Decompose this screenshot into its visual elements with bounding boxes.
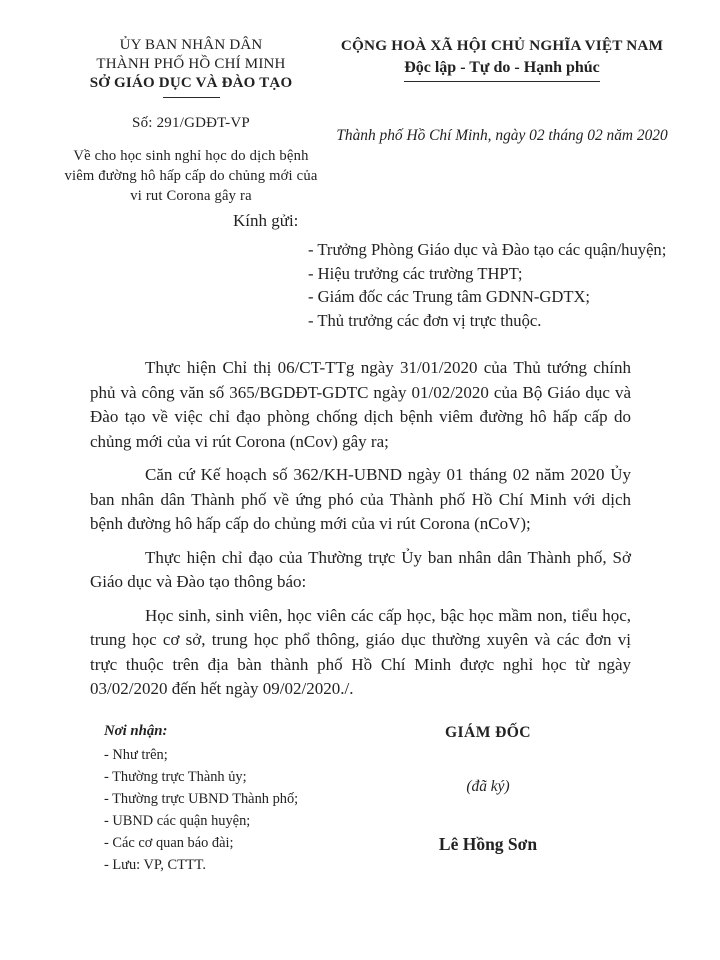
salutation-recipient: - Giám đốc các Trung tâm GDNN-GDTX; — [308, 287, 591, 306]
salutation-recipient: - Trưởng Phòng Giáo dục và Đào tạo các quận/huyện; — [308, 240, 667, 259]
document-subject: Về cho học sinh nghỉ học do dịch bệnh viêm đường hô hấp cấp do chủng mới của vi rut Corona gây ra — [64, 148, 318, 204]
body-paragraph-1: Thực hiện Chỉ thị 06/CT-TTg ngày 31/01/2020 của Thủ tướng chính phủ và công văn số 365/BGDĐT-GDTC ngày 01/02/2020 của Bộ Giáo dục và Đào tạo về việc chỉ đạo phòng chống dịch bệnh viêm đường hô hấp cấp do chủng mới của vi rút Corona (nCov) gây ra; — [90, 358, 631, 451]
salutation-recipient: - Hiệu trưởng các trường THPT; — [308, 263, 523, 283]
distribution-item: - Lưu: VP, CTTT. — [104, 857, 207, 873]
distribution-item: - Thường trực Thành ủy; — [104, 769, 247, 785]
salutation-recipient-list — [308, 238, 666, 332]
distribution-item: - Các cơ quan báo đài; — [104, 835, 234, 851]
national-motto: Độc lập - Tự do - Hạnh phúc — [404, 59, 600, 76]
signer-title: GIÁM ĐỐC — [445, 724, 531, 741]
signer-name: Lê Hồng Sơn — [438, 834, 538, 854]
org-parent-line1: ỦY BAN NHÂN DÂN — [119, 37, 263, 53]
signature-block — [398, 724, 578, 855]
distribution-item: - Như trên; — [104, 747, 168, 763]
distribution-item: - UBND các quận huyện; — [104, 813, 251, 829]
distribution-item: - Thường trực UBND Thành phố; — [104, 791, 299, 807]
place-date-line: Thành phố Hồ Chí Minh, ngày 02 tháng 02 năm 2020 — [336, 127, 668, 144]
letter-body — [90, 356, 631, 711]
national-header-block — [334, 36, 670, 146]
document-number: Số: 291/GDĐT-VP — [132, 115, 250, 131]
distribution-list-block — [104, 720, 298, 876]
national-title: CỘNG HOÀ XÃ HỘI CHỦ NGHĨA VIỆT NAM — [340, 37, 664, 54]
body-paragraph-2: Căn cứ Kế hoạch số 362/KH-UBND ngày 01 tháng 02 năm 2020 Ủy ban nhân dân Thành phố về ứng phó của Thành phố Hồ Chí Minh với dịch bệnh đường hô hấp cấp do chủng mới của vi rút Corona (nCoV); — [90, 465, 631, 533]
org-parent-line2: THÀNH PHỐ HỒ CHÍ MINH — [96, 56, 286, 72]
salutation-label: Kính gửi: — [233, 211, 299, 230]
body-paragraph-3: Thực hiện chỉ đạo của Thường trực Ủy ban nhân dân Thành phố, Sở Giáo dục và Đào tạo thông báo: — [90, 547, 631, 591]
salutation-recipient: - Thủ trưởng các đơn vị trực thuộc. — [308, 310, 542, 330]
org-department: SỞ GIÁO DỤC VÀ ĐÀO TẠO — [89, 75, 293, 91]
body-paragraph-4: Học sinh, sinh viên, học viên các cấp học, bậc học mầm non, tiểu học, trung học cơ sở, trung học phổ thông, giáo dục thường xuyên và các đơn vị trực thuộc trên địa bàn thành phố Hồ Chí Minh được nghỉ học từ ngày 03/02/2020 đến hết ngày 09/02/2020./. — [90, 605, 631, 698]
signed-note: (đã ký) — [466, 778, 510, 795]
header-divider-short — [163, 97, 220, 98]
issuing-authority-block — [58, 36, 324, 206]
distribution-list-label: Nơi nhận: — [104, 723, 168, 739]
header-divider-long — [404, 81, 600, 82]
